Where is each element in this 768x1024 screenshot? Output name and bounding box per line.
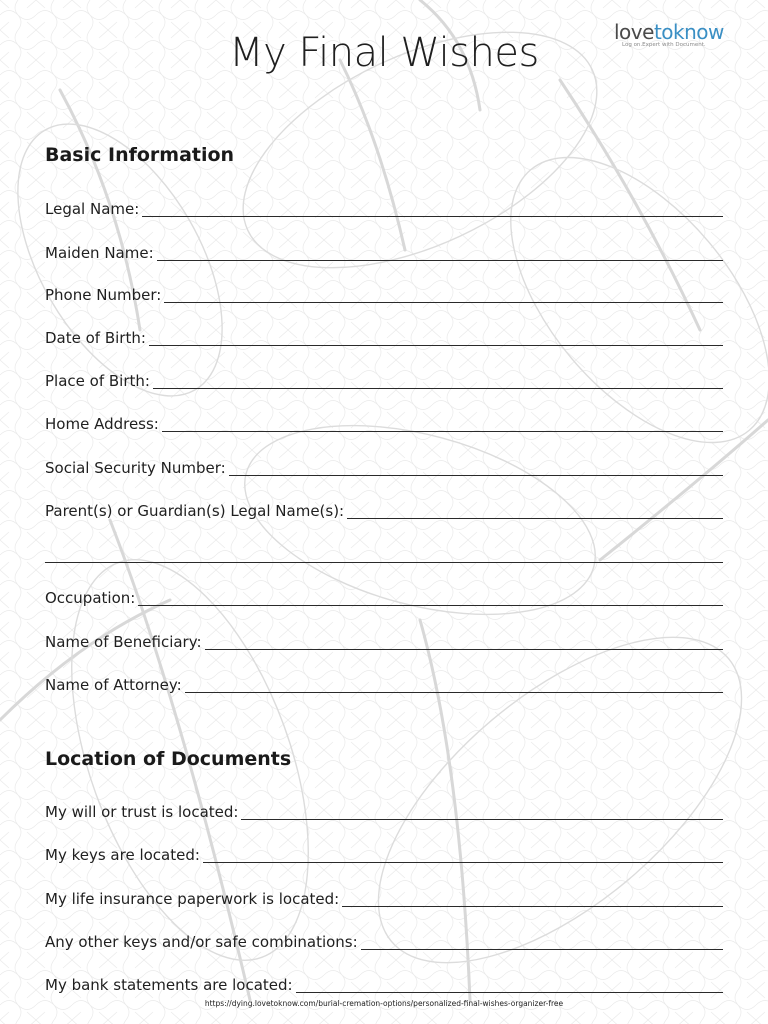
field-label: Home Address: (45, 415, 159, 433)
logo-love-text: love (614, 20, 654, 44)
write-in-line[interactable] (142, 215, 723, 217)
phone-number-field[interactable] (45, 280, 723, 304)
other-keys-safe-field[interactable] (45, 927, 723, 951)
write-in-line[interactable] (205, 648, 723, 650)
date-of-birth-field[interactable] (45, 323, 723, 347)
attorney-name-field[interactable] (45, 670, 723, 694)
field-label: My will or trust is located: (45, 803, 239, 821)
logo-to-text: to (653, 20, 674, 44)
write-in-line[interactable] (241, 818, 723, 820)
field-label: Legal Name: (45, 200, 140, 218)
write-in-line[interactable] (296, 991, 723, 993)
basic-information-heading: Basic Information (45, 144, 235, 166)
keys-location-field[interactable] (45, 840, 723, 864)
field-label: My life insurance paperwork is located: (45, 890, 340, 908)
parent-guardian-name-field[interactable] (45, 496, 723, 520)
will-trust-location-field[interactable] (45, 797, 723, 821)
field-label: Parent(s) or Guardian(s) Legal Name(s): (45, 502, 345, 520)
field-label: Date of Birth: (45, 329, 146, 347)
life-insurance-location-field[interactable] (45, 884, 723, 908)
write-in-line[interactable] (203, 861, 723, 863)
page-title: My Final Wishes (229, 30, 539, 76)
location-of-documents-heading: Location of Documents (45, 748, 292, 770)
write-in-line[interactable] (361, 948, 723, 950)
home-address-field[interactable] (45, 409, 723, 433)
write-in-line[interactable] (138, 604, 723, 606)
parent-guardian-continuation-line[interactable] (45, 562, 723, 563)
logo-know-text: know (673, 20, 724, 44)
write-in-line[interactable] (162, 430, 723, 432)
write-in-line[interactable] (347, 517, 723, 519)
source-url[interactable]: https://dying.lovetoknow.com/burial-cremation-options/personalized-final-wishes-organizer-free (204, 999, 564, 1008)
write-in-line[interactable] (149, 344, 723, 346)
write-in-line[interactable] (185, 691, 723, 693)
field-label: My keys are located: (45, 846, 200, 864)
beneficiary-name-field[interactable] (45, 627, 723, 651)
social-security-number-field[interactable] (45, 453, 723, 477)
field-label: Social Security Number: (45, 459, 226, 477)
field-label: Any other keys and/or safe combinations: (45, 933, 358, 951)
logo-tagline: Log on.Expert with Document. (622, 42, 706, 48)
field-label: Name of Beneficiary: (45, 633, 202, 651)
write-in-line[interactable] (164, 301, 723, 303)
write-in-line[interactable] (342, 905, 723, 907)
legal-name-field[interactable] (45, 194, 723, 218)
field-label: Name of Attorney: (45, 676, 182, 694)
field-label: Phone Number: (45, 286, 162, 304)
field-label: Occupation: (45, 589, 136, 607)
occupation-field[interactable] (45, 583, 723, 607)
field-label: Maiden Name: (45, 244, 154, 262)
field-label: My bank statements are located: (45, 976, 293, 994)
place-of-birth-field[interactable] (45, 366, 723, 390)
field-label: Place of Birth: (45, 372, 150, 390)
maiden-name-field[interactable] (45, 238, 723, 262)
bank-statements-location-field[interactable] (45, 970, 723, 994)
write-in-line[interactable] (229, 474, 723, 476)
write-in-line[interactable] (157, 259, 723, 261)
write-in-line[interactable] (153, 387, 723, 389)
